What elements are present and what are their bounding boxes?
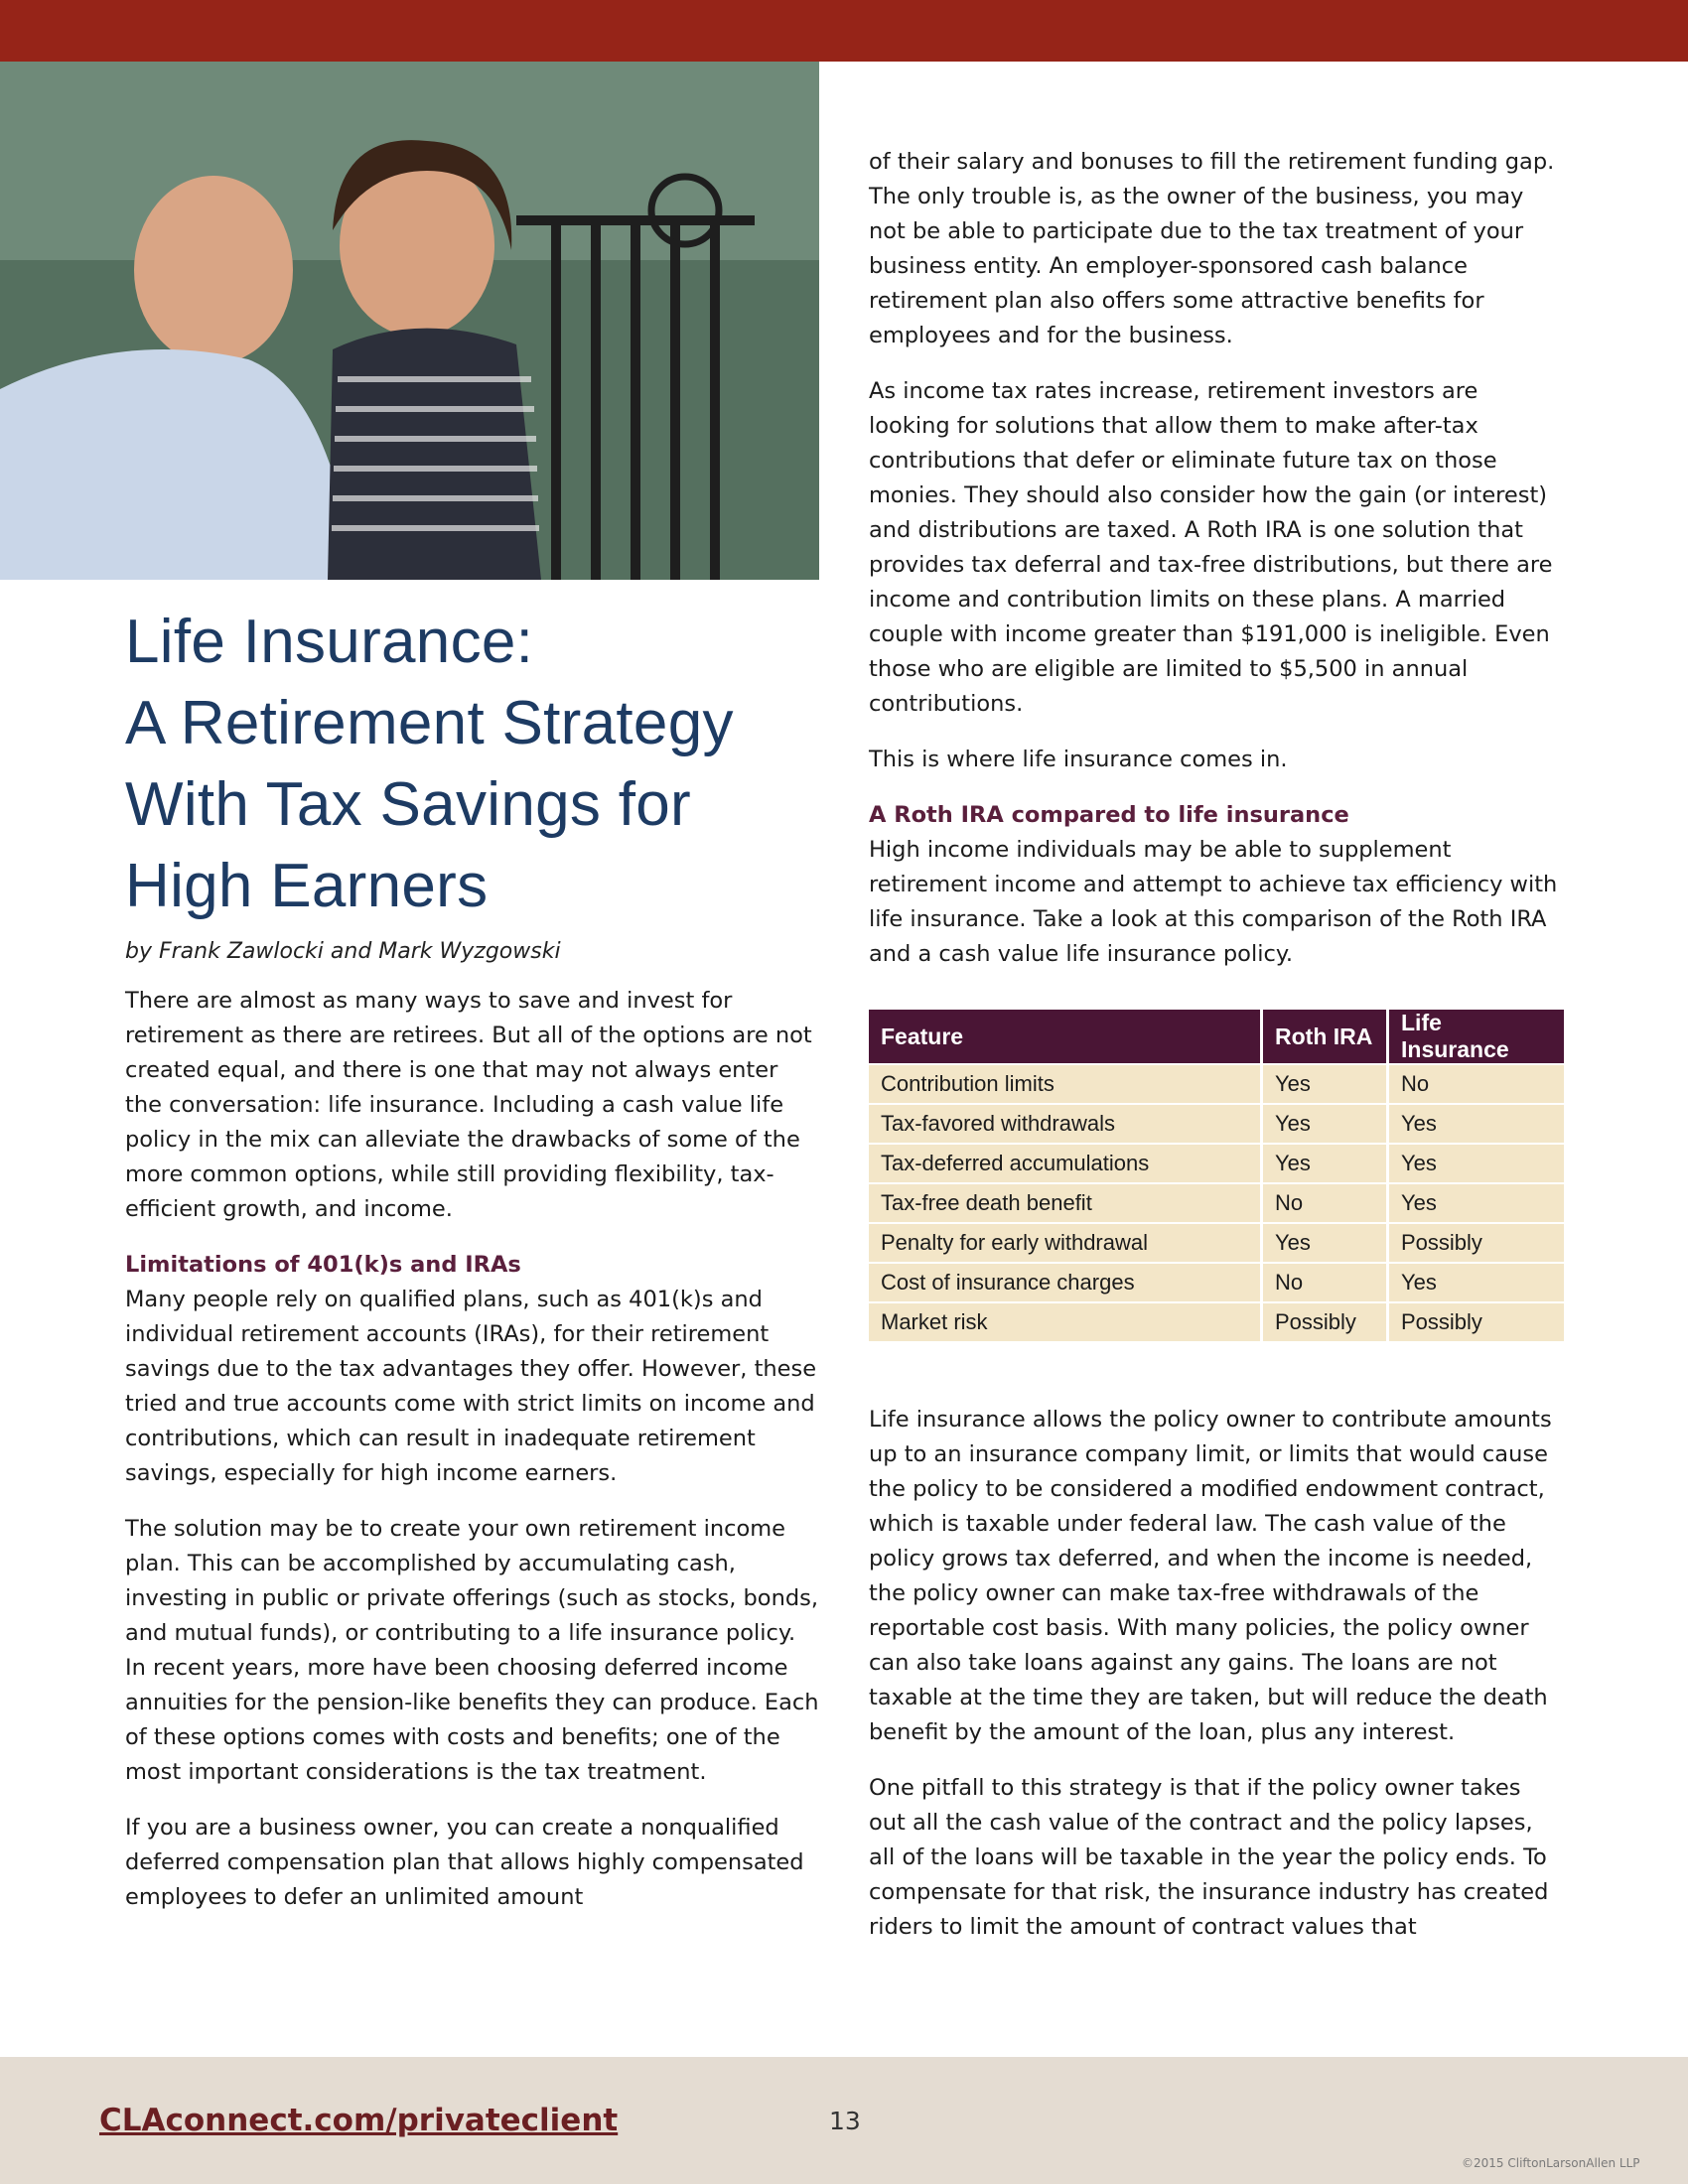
table-row [869,1264,1564,1301]
right-column [869,145,1564,1966]
comparison-table [869,1008,1564,1343]
page-number: 13 [829,2107,861,2135]
body-paragraph: This is where life insurance comes in. [869,747,1288,772]
table-cell: Possibly [1389,1303,1564,1341]
table-cell: Tax-deferred accumulations [869,1145,1260,1182]
table-cell: Market risk [869,1303,1260,1341]
subheading: Limitations of 401(k)s and IRAs [125,1252,521,1278]
website-link[interactable]: CLAconnect.com/privateclient [99,2103,619,2138]
article-title [125,602,820,927]
table-row [869,1224,1564,1262]
table-cell: Yes [1389,1184,1564,1222]
table-cell: Penalty for early withdrawal [869,1224,1260,1262]
page-footer [0,2057,1688,2184]
body-paragraph: There are almost as many ways to save and invest for retirement as there are retirees. But all of the options are not created equal, and there is one that may not always enter the conversation: life insurance. Including a cash value life policy in the mix can alleviate the drawbacks of some of the more common options, while still providing flexibility, tax-efficient growth, and income. [125,988,812,1222]
table-cell: Yes [1389,1145,1564,1182]
table-row [869,1184,1564,1222]
table-cell: Yes [1389,1264,1564,1301]
subheading: A Roth IRA compared to life insurance [869,802,1349,828]
table-cell: Tax-favored withdrawals [869,1105,1260,1143]
table-cell: Yes [1260,1145,1389,1182]
table-row [869,1105,1564,1143]
title-line: Life Insurance: [125,608,534,676]
table-header: Roth IRA [1260,1010,1389,1063]
table-cell: No [1260,1184,1389,1222]
table-header: Life Insurance [1389,1010,1564,1063]
couple-photo [0,62,819,580]
title-line: A Retirement Strategy [125,689,734,757]
body-paragraph: The solution may be to create your own retirement income plan. This can be accomplished by accumulating cash, investing in public or private offerings (such as stocks, bonds, and mutual funds), or contributing to a life insurance policy. In recent years, more have been choosing deferred income annuities for the pension-like benefits they can produce. Each of these options comes with costs and benefits; one of the most important considerations is the tax treatment. [125,1516,819,1785]
title-line: High Earners [125,852,489,920]
table-row [869,1303,1564,1341]
table-cell: No [1260,1264,1389,1301]
table-row [869,1145,1564,1182]
table-cell: Yes [1260,1224,1389,1262]
table-cell: Contribution limits [869,1065,1260,1103]
body-paragraph: Many people rely on qualified plans, such as 401(k)s and individual retirement accounts (IRAs), for their retirement savings due to the tax advantages they offer. However, these tried and true accounts come with strict limits on income and contributions, which can result in inadequate retirement savings, especially for high income earners. [125,1287,817,1486]
table-cell: Cost of insurance charges [869,1264,1260,1301]
byline: by Frank Zawlocki and Mark Wyzgowski [125,939,561,964]
table-cell: Possibly [1260,1303,1389,1341]
table-cell: Yes [1260,1065,1389,1103]
body-paragraph: As income tax rates increase, retirement investors are looking for solutions that allow them to make after-tax contributions that defer or eliminate future tax on those monies. They should also consider how the gain (or interest) and distributions are taxed. A Roth IRA is one solution that provides tax deferral and tax-free distributions, but there are income and contribution limits on these plans. A married couple with income greater than $191,000 is ineligible. Even those who are eligible are limited to $5,500 in annual contributions. [869,378,1553,717]
body-paragraph: Life insurance allows the policy owner to contribute amounts up to an insurance company limit, or limits that would cause the policy to be considered a modified endowment contract, which is taxable under federal law. The cash value of the policy grows tax deferred, and when the income is needed, the policy owner can make tax-free withdrawals of the reportable cost basis. With many policies, the policy owner can also take loans against any gains. The loans are not taxable at the time they are taken, but will reduce the death benefit by the amount of the loan, plus any interest. [869,1407,1552,1745]
title-line: With Tax Savings for [125,770,691,839]
body-paragraph: of their salary and bonuses to fill the retirement funding gap. The only trouble is, as the owner of the business, you may not be able to participate due to the tax treatment of your business entity. An employer-sponsored cash balance retirement plan also offers some attractive benefits for employees and for the business. [869,149,1555,348]
table-row [869,1065,1564,1103]
table-cell: Tax-free death benefit [869,1184,1260,1222]
table-cell: Possibly [1389,1224,1564,1262]
left-column [125,602,820,1936]
copyright-notice: ©2015 CliftonLarsonAllen LLP [1462,2156,1640,2170]
table-header-row [869,1010,1564,1063]
table-header: Feature [869,1010,1260,1063]
table-cell: Yes [1260,1105,1389,1143]
body-paragraph: High income individuals may be able to supplement retirement income and attempt to achieve tax efficiency with life insurance. Take a look at this comparison of the Roth IRA and a cash value life insurance policy. [869,837,1558,967]
table-cell: Yes [1389,1105,1564,1143]
body-paragraph: One pitfall to this strategy is that if the policy owner takes out all the cash value of the contract and the policy lapses, all of the loans will be taxable in the year the policy ends. To compensate for that risk, the insurance industry has created riders to limit the amount of contract values that [869,1775,1549,1940]
table-cell: No [1389,1065,1564,1103]
body-paragraph: If you are a business owner, you can create a nonqualified deferred compensation plan that allows highly compensated employees to defer an unlimited amount [125,1815,804,1910]
top-banner [0,0,1688,62]
